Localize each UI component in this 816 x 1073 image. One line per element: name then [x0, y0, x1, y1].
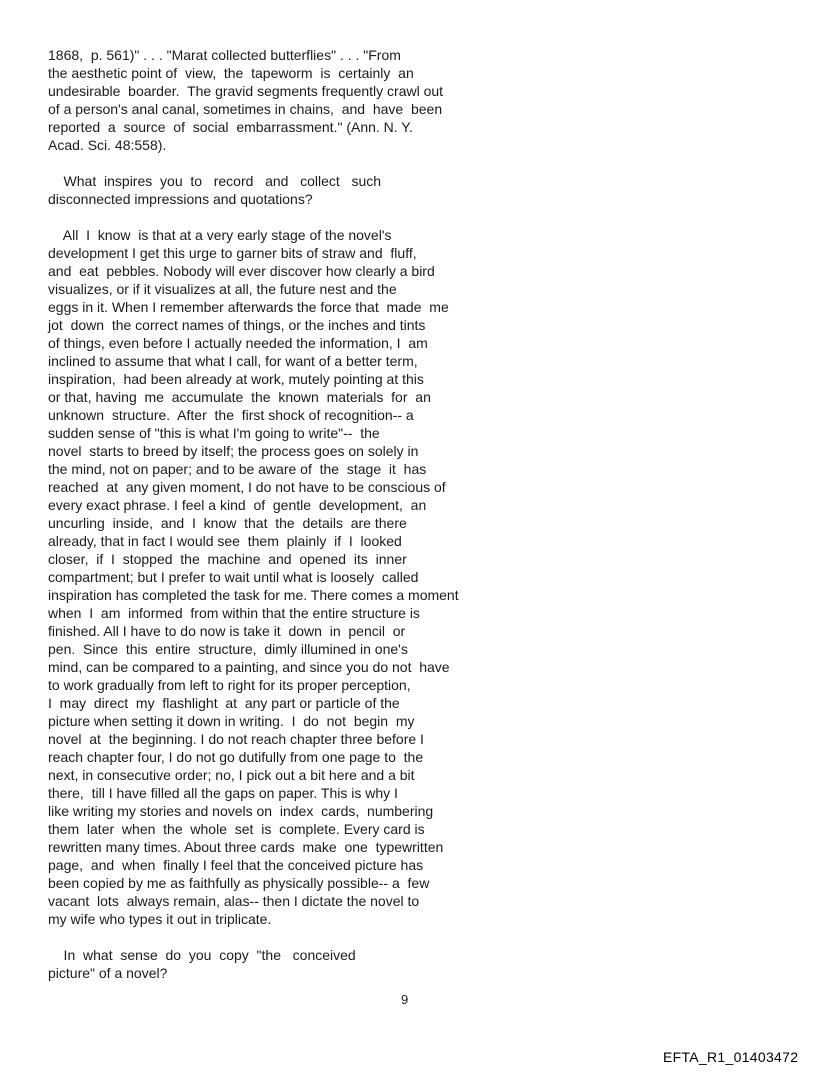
text-line: been copied by me as faithfully as physically possible-- a few: [48, 875, 430, 891]
text-line: uncurling inside, and I know that the details are there: [48, 515, 407, 531]
text-line: reach chapter four, I do not go dutifully from one page to the: [48, 749, 424, 765]
text-line: of things, even before I actually needed the information, I am: [48, 335, 428, 351]
text-line: to work gradually from left to right for its proper perception,: [48, 677, 411, 693]
text-line: What inspires you to record and collect such: [48, 173, 382, 189]
text-line: visualizes, or if it visualizes at all, the future nest and the: [48, 281, 397, 297]
text-line: novel starts to breed by itself; the process goes on solely in: [48, 443, 419, 459]
paragraph: [48, 226, 459, 928]
text-line: inspiration has completed the task for me. There comes a moment: [48, 587, 459, 603]
text-line: next, in consecutive order; no, I pick out a bit here and a bit: [48, 767, 415, 783]
text-block: [48, 46, 459, 1000]
text-line: rewritten many times. About three cards make one typewritten: [48, 839, 444, 855]
page-number: 9: [401, 992, 409, 1007]
text-line: vacant lots always remain, alas-- then I dictate the novel to: [48, 893, 420, 909]
text-line: inclined to assume that what I call, for want of a better term,: [48, 353, 418, 369]
text-line: picture" of a novel?: [48, 965, 168, 981]
text-line: compartment; but I prefer to wait until what is loosely called: [48, 569, 419, 585]
text-line: undesirable boarder. The gravid segments frequently crawl out: [48, 83, 444, 99]
text-line: development I get this urge to garner bits of straw and fluff,: [48, 245, 417, 261]
paragraph: [48, 46, 459, 154]
text-line: page, and when finally I feel that the conceived picture has: [48, 857, 424, 873]
text-line: the aesthetic point of view, the tapeworm is certainly an: [48, 65, 414, 81]
text-line: finished. All I have to do now is take it down in pencil or: [48, 623, 406, 639]
text-line: unknown structure. After the first shock of recognition-- a: [48, 407, 414, 423]
text-line: of a person's anal canal, sometimes in chains, and have been: [48, 101, 443, 117]
text-line: sudden sense of "this is what I'm going to write"-- the: [48, 425, 380, 441]
text-line: already, that in fact I would see them plainly if I looked: [48, 533, 402, 549]
text-line: reached at any given moment, I do not have to be conscious of: [48, 479, 446, 495]
text-line: novel at the beginning. I do not reach chapter three before I: [48, 731, 424, 747]
text-line: mind, can be compared to a painting, and since you do not have: [48, 659, 450, 675]
text-line: like writing my stories and novels on index cards, numbering: [48, 803, 434, 819]
text-line: them later when the whole set is complete. Every card is: [48, 821, 425, 837]
text-line: pen. Since this entire structure, dimly illumined in one's: [48, 641, 408, 657]
text-line: or that, having me accumulate the known materials for an: [48, 389, 431, 405]
text-line: reported a source of social embarrassment." (Ann. N. Y.: [48, 119, 413, 135]
text-line: All I know is that at a very early stage of the novel's: [48, 227, 392, 243]
text-line: and eat pebbles. Nobody will ever discover how clearly a bird: [48, 263, 435, 279]
text-line: In what sense do you copy "the conceived: [48, 947, 356, 963]
text-line: I may direct my flashlight at any part or particle of the: [48, 695, 400, 711]
text-line: 1868, p. 561)" . . . "Marat collected butterflies" . . . "From: [48, 47, 401, 63]
text-line: inspiration, had been already at work, mutely pointing at this: [48, 371, 424, 387]
text-line: every exact phrase. I feel a kind of gentle development, an: [48, 497, 427, 513]
document-id-stamp: EFTA_R1_01403472: [663, 1049, 799, 1065]
text-line: when I am informed from within that the entire structure is: [48, 605, 420, 621]
text-line: picture when setting it down in writing. I do not begin my: [48, 713, 415, 729]
text-line: there, till I have filled all the gaps on paper. This is why I: [48, 785, 398, 801]
text-line: Acad. Sci. 48:558).: [48, 137, 167, 153]
paragraph: [48, 172, 459, 208]
text-line: my wife who types it out in triplicate.: [48, 911, 272, 927]
text-line: disconnected impressions and quotations?: [48, 191, 313, 207]
text-line: jot down the correct names of things, or the inches and tints: [48, 317, 426, 333]
paragraph: [48, 946, 459, 982]
text-line: closer, if I stopped the machine and opened its inner: [48, 551, 407, 567]
text-line: the mind, not on paper; and to be aware of the stage it has: [48, 461, 427, 477]
text-line: eggs in it. When I remember afterwards the force that made me: [48, 299, 449, 315]
